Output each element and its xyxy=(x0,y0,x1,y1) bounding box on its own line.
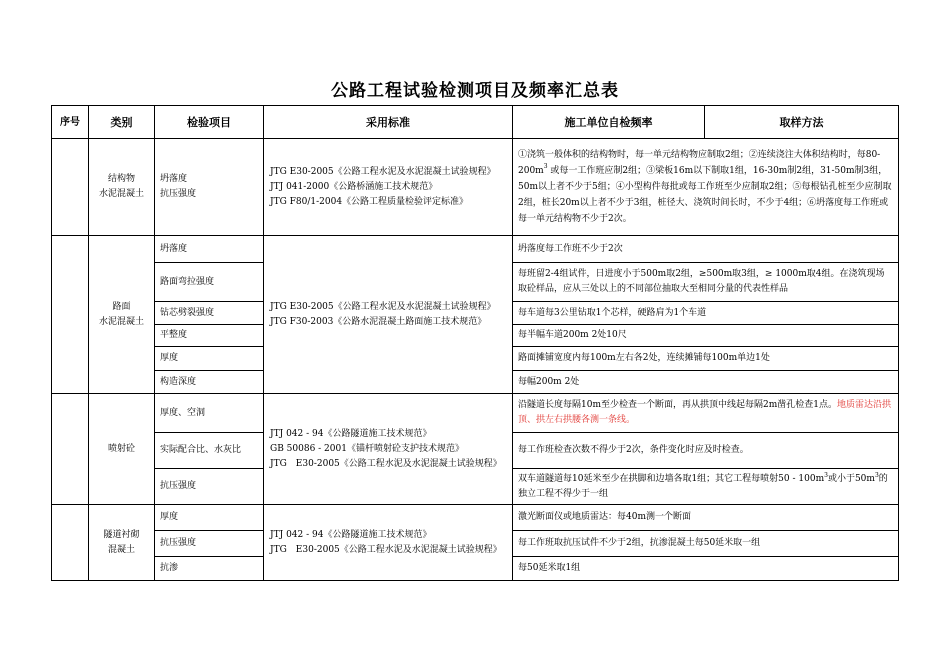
seq-cell xyxy=(52,236,89,394)
frequency-superscript: 3 xyxy=(824,471,828,479)
frequency-highlight: 地质雷达沿拱顶、拱左右拱腰各测一条线。 xyxy=(518,400,891,425)
frequency-cell xyxy=(513,394,899,433)
table-row xyxy=(52,505,899,531)
item-cell: 路面弯拉强度 xyxy=(155,263,264,302)
standard-text: GB 50086 - 2001《锚杆喷射砼支护技术规范》 xyxy=(270,443,464,454)
item-cell: 钻芯劈裂强度 xyxy=(155,302,264,325)
standard-text: JTJ 042 - 94《公路隧道施工技术规范》 xyxy=(270,428,432,439)
frequency-cell: 激光断面仪或地质雷达：每40m测一个断面 xyxy=(513,505,899,531)
frequency-text: 的独立工程不得少于一组 xyxy=(518,473,888,499)
item-text: 抗压强度 xyxy=(160,189,197,199)
category-cell xyxy=(89,236,155,394)
seq-cell xyxy=(52,505,89,581)
frequency-cell xyxy=(513,139,899,236)
item-cell: 实际配合比、水灰比 xyxy=(155,433,264,469)
standard-text: JTG E30-2005《公路工程水泥及水泥混凝土试验规程》 xyxy=(270,544,502,555)
category-line: 混凝土 xyxy=(107,544,135,555)
frequency-cell: 每车道每3公里钻取1个芯样，硬路肩为1个车道 xyxy=(513,302,899,325)
item-cell: 构造深度 xyxy=(155,371,264,394)
item-cell xyxy=(155,139,264,236)
header-seq: 序号 xyxy=(52,106,89,139)
category-line: 水泥混凝土 xyxy=(98,189,144,199)
frequency-text: ①浇筑一般体积的结构物时，每一单元结构物应制取2组；②连续浇注大体积结构时，每80-200m xyxy=(518,150,881,176)
standard-text: JTG E30-2005《公路工程水泥及水泥混凝土试验规程》 xyxy=(270,301,496,312)
table-row xyxy=(52,236,899,263)
table-row xyxy=(52,394,899,433)
standard-text: JTJ 041-2000《公路桥涵施工技术规范》 xyxy=(270,181,438,192)
category-line: 结构物 xyxy=(107,174,135,184)
table-row xyxy=(52,139,899,236)
frequency-cell xyxy=(513,469,899,505)
frequency-cell: 每工作班取抗压试件不少于2组，抗渗混凝土每50延米取一组 xyxy=(513,531,899,557)
header-category: 类别 xyxy=(89,106,155,139)
header-frequency: 施工单位自检频率 xyxy=(513,106,705,139)
item-cell: 坍落度 xyxy=(155,236,264,263)
category-cell: 喷射砼 xyxy=(89,394,155,505)
item-cell: 厚度、空洞 xyxy=(155,394,264,433)
header-sampling: 取样方法 xyxy=(705,106,899,139)
frequency-cell: 每幅200m 2处 xyxy=(513,371,899,394)
item-cell: 厚度 xyxy=(155,505,264,531)
frequency-text: 沿隧道长度每隔10m至少检查一个断面，再从拱顶中线起每隔2m凿孔检查1点。 xyxy=(518,400,837,410)
standard-cell xyxy=(264,236,513,394)
standard-text: JTG E30-2005《公路工程水泥及水泥混凝土试验规程》 xyxy=(270,166,496,177)
category-line: 隧道衬砌 xyxy=(103,529,140,540)
standard-text: JTG F80/1-2004《公路工程质量检验评定标准》 xyxy=(270,196,469,207)
page-title: 公路工程试验检测项目及频率汇总表 xyxy=(331,81,619,101)
header-row xyxy=(52,106,899,139)
frequency-superscript: 3 xyxy=(543,163,548,170)
frequency-cell: 坍落度每工作班不少于2次 xyxy=(513,236,899,263)
standard-text: JTG F30-2003《公路水泥混凝土路面施工技术规范》 xyxy=(270,316,487,327)
item-cell: 抗压强度 xyxy=(155,469,264,505)
item-cell: 平整度 xyxy=(155,325,264,347)
category-cell xyxy=(89,505,155,581)
standard-cell xyxy=(264,139,513,236)
frequency-superscript: 3 xyxy=(874,471,879,479)
frequency-text: 双车道隧道每10延米至少在拱脚和边墙各取1组；其它工程每喷射50 - 100m xyxy=(518,473,825,484)
frequency-cell: 每50延米取1组 xyxy=(513,557,899,581)
header-standard: 采用标准 xyxy=(264,106,513,139)
seq-cell xyxy=(52,394,89,505)
category-cell xyxy=(89,139,155,236)
category-line: 水泥混凝土 xyxy=(98,316,144,327)
frequency-text: 或小于50m xyxy=(827,473,875,484)
header-item: 检验项目 xyxy=(155,106,264,139)
frequency-cell: 每工作班检查次数不得少于2次，条件变化时应及时检查。 xyxy=(513,433,899,469)
standard-text: JTJ 042 - 94《公路隧道施工技术规范》 xyxy=(270,529,432,540)
item-cell: 厚度 xyxy=(155,347,264,371)
frequency-cell: 路面摊铺宽度内每100m左右各2处，连续摊铺每100m单边1处 xyxy=(513,347,899,371)
item-cell: 抗渗 xyxy=(155,557,264,581)
standard-cell xyxy=(264,505,513,581)
item-cell: 抗压强度 xyxy=(155,531,264,557)
standard-text: JTG E30-2005《公路工程水泥及水泥混凝土试验规程》 xyxy=(270,458,502,469)
category-line: 路面 xyxy=(112,301,131,312)
standard-cell xyxy=(264,394,513,505)
frequency-cell: 每半幅车道200m 2处10尺 xyxy=(513,325,899,347)
frequency-cell: 每班留2-4组试件，日进度小于500m取2组，≥500m取3组，≥ 1000m取4组。在浇筑现场取砼样品，应从三处以上的不同部位抽取大至相同分量的代表性样品 xyxy=(513,263,899,302)
test-frequency-table xyxy=(51,105,899,581)
item-text: 坍落度 xyxy=(160,174,188,184)
seq-cell xyxy=(52,139,89,236)
frequency-text: 或每一工作班应制2组；③梁板16m以下制取1组，16-30m制2组，31-50m制3组，50m以上者不少于5组；④小型构件每批或每工作班至少应制取2组；⑤每根钻孔桩至少应制取2组，桩长20m以上者不少于3组，桩径大、浇筑时间长时，不少于4组；⑥坍落度每工作班或每一单元结构物不少于2次。 xyxy=(518,166,892,224)
